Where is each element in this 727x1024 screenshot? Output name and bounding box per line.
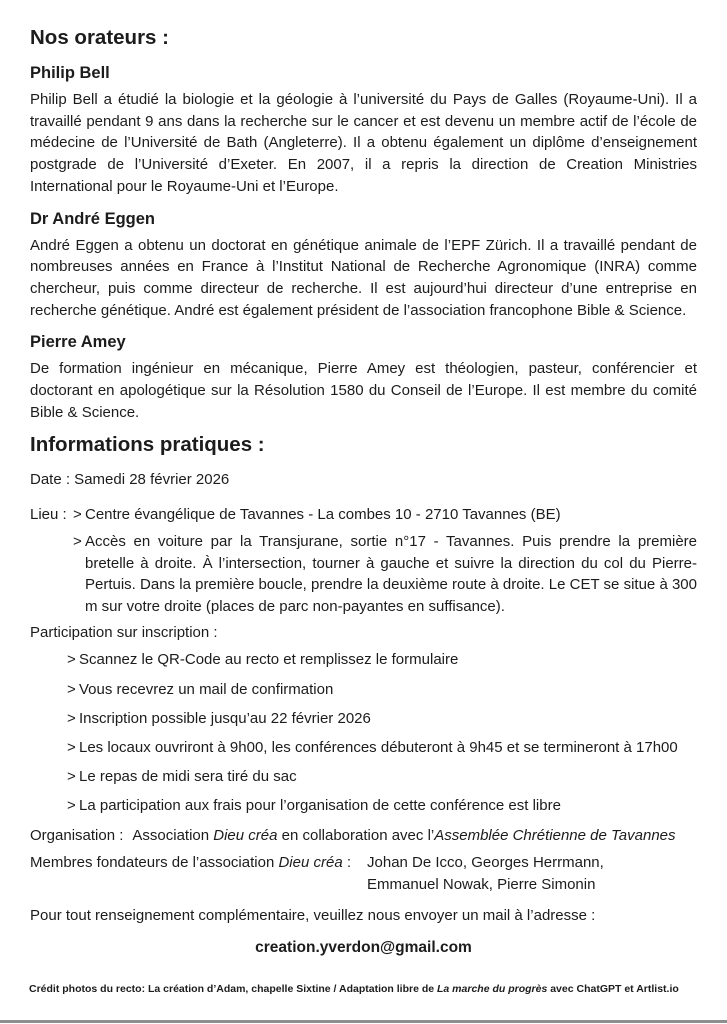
members-association-name: Dieu créa: [278, 854, 343, 872]
bullet-marker: >: [67, 680, 76, 698]
organisation-label: Organisation :: [30, 826, 124, 844]
participation-item: [67, 679, 697, 701]
founding-members-row: [30, 852, 697, 895]
location-row: [30, 504, 697, 622]
members-names-line1: Johan De Icco, Georges Herrmann,: [367, 854, 604, 872]
participation-item-text: Les locaux ouvriront à 9h00, les conférences débuteront à 9h45 et se termineront à 17h00: [79, 738, 678, 756]
date-line: Date : Samedi 28 février 2026: [30, 471, 230, 489]
location-directions-text: Accès en voiture par la Transjurane, sortie n°17 - Tavannes. Puis prendre la première bretelle à droite. À l’intersection, tourner à gauche et suivre la direction du col du Pierre-Pertuis. Dans la première boucle, prendre la deuxième route à droite. Le CET se situe à 300 m sur votre droite (places de parc non-payantes en suffisance).: [85, 532, 697, 615]
credit-work-title: La marche du progrès: [437, 983, 548, 995]
footer-divider: [0, 1020, 727, 1023]
members-label-part2: :: [342, 854, 352, 872]
organisation-partner-name: Assemblée Chrétienne de Tavannes: [434, 826, 676, 844]
organisation-association-name: Dieu créa: [213, 826, 278, 844]
bullet-marker: >: [67, 709, 76, 727]
practical-info-heading: Informations pratiques :: [30, 433, 265, 457]
participation-item-text: Inscription possible jusqu’au 22 février 2026: [79, 709, 371, 727]
participation-item: [67, 766, 697, 788]
location-address-text: Centre évangélique de Tavannes - La combes 10 - 2710 Tavannes (BE): [85, 506, 561, 524]
organisation-part1: Association: [132, 826, 214, 844]
organisation-part2: en collaboration avec l’: [277, 826, 435, 844]
bullet-marker: >: [67, 797, 76, 815]
contact-email: creation.yverdon@gmail.com: [255, 939, 472, 957]
participation-item: [67, 708, 697, 730]
members-label-part1: Membres fondateurs de l’association: [30, 854, 279, 872]
speaker-bio-pierre-amey: De formation ingénieur en mécanique, Pierre Amey est théologien, pasteur, conférencier et doctorant en apologétique sur la Résolution 1580 du Conseil de l’Europe. Il est membre du comité Bible & Science.: [30, 360, 697, 421]
bullet-marker: >: [67, 651, 76, 669]
participation-item: [67, 649, 697, 671]
location-address-item: [73, 504, 697, 526]
speakers-heading: Nos orateurs :: [30, 26, 169, 49]
speaker-name-pierre-amey: Pierre Amey: [30, 333, 126, 352]
credit-part1: Crédit photos du recto: La création d’Adam, chapelle Sixtine / Adaptation libre de: [29, 983, 438, 995]
photo-credit: [29, 983, 707, 996]
location-content: [73, 504, 697, 622]
participation-item: [67, 737, 697, 759]
founding-members-label: [30, 852, 351, 895]
bullet-marker: >: [67, 738, 76, 756]
participation-label: Participation sur inscription :: [30, 623, 218, 641]
location-label: Lieu :: [30, 506, 67, 524]
participation-list: [67, 649, 697, 817]
bullet-marker: >: [73, 506, 82, 524]
participation-item-text: Scannez le QR-Code au recto et remplissez le formulaire: [79, 651, 459, 669]
location-directions-item: [73, 531, 697, 618]
credit-part2: avec ChatGPT et Artlist.io: [547, 983, 679, 995]
contact-instruction: Pour tout renseignement complémentaire, veuillez nous envoyer un mail à l’adresse :: [30, 906, 596, 924]
speaker-name-philip-bell: Philip Bell: [30, 64, 110, 82]
bullet-marker: >: [67, 768, 76, 786]
participation-item: [67, 795, 697, 817]
speaker-bio-philip-bell: Philip Bell a étudié la biologie et la géologie à l’université du Pays de Galles (Royaume-Uni). Il a travaillé pendant 9 ans dans la recherche sur le cancer et est devenu un membre actif de l’école de médecine de l’Université de Bath (Angleterre). Il a obtenu également un diplôme d’enseignement postgrade de l’Université d’Exeter. En 2007, il a repris la direction de Creation Ministries International pour le Royaume-Uni et l’Europe.: [30, 91, 697, 195]
organisation-text: [132, 825, 675, 847]
speaker-bio-andre-eggen: André Eggen a obtenu un doctorat en génétique animale de l’EPF Zürich. Il a travaillé pendant de nombreuses années en France à l’Institut National de Recherche Agronomique (INRA) comme chercheur, puis comme directeur de recherche. Il est aujourd’hui directeur d’une entreprise en recherche génétique. André est également président de l’association francophone Bible & Science.: [30, 236, 697, 319]
speaker-name-andre-eggen: Dr André Eggen: [30, 209, 155, 228]
participation-item-text: Vous recevrez un mail de confirmation: [79, 680, 334, 698]
participation-item-text: La participation aux frais pour l’organisation de cette conférence est libre: [79, 797, 561, 815]
founding-members-names: [367, 852, 604, 895]
organisation-row: [30, 825, 697, 847]
members-names-line2: Emmanuel Nowak, Pierre Simonin: [367, 875, 596, 893]
bullet-marker: >: [73, 532, 82, 550]
participation-item-text: Le repas de midi sera tiré du sac: [79, 768, 297, 786]
